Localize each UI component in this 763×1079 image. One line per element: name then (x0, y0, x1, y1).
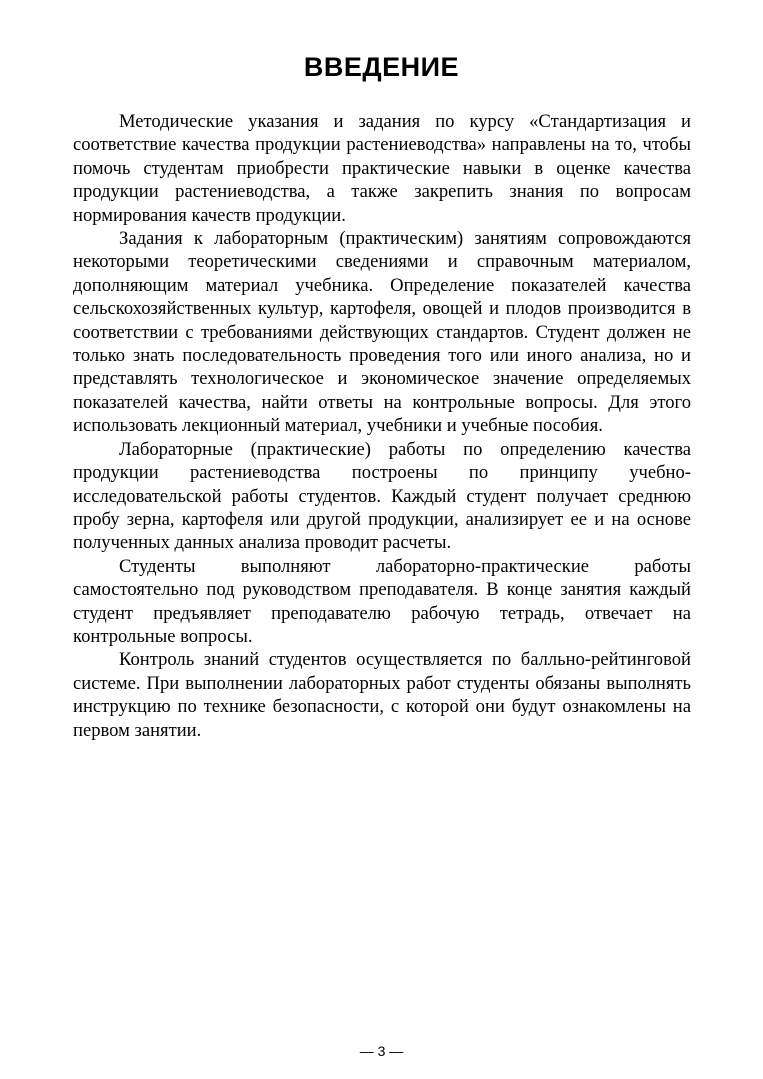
paragraph: Методические указания и задания по курсу «Стандартизация и соответствие качества продукции растениеводства» направлены на то, чтобы помочь студентам приобрести практические навыки в оценке качества продукции растениеводства, а также закрепить знания по вопросам нормирования качеств продукции. (73, 111, 691, 226)
page-number: — 3 — (359, 1043, 404, 1059)
paragraph: Задания к лабораторным (практическим) занятиям сопровождаются некоторыми теоретическими сведениями и справочным материалом, дополняющим материал учебника. Определение показателей качества сельскохозяйственных культур, картофеля, овощей и плодов производится в соответствии с требованиями действующих стандартов. Студент должен не только знать последовательность проведения того или иного анализа, но и представлять технологическое и экономическое значение определяемых показателей качества, найти ответы на контрольные вопросы. Для этого использовать лекционный материал, учебники и учебные пособия. (73, 228, 691, 437)
body-text (73, 110, 691, 742)
page-title: ВВЕДЕНИЕ (303, 52, 460, 82)
paragraph: Студенты выполняют лабораторно-практические работы самостоятельно под руководством преподавателя. В конце занятия каждый студент предъявляет преподавателю рабочую тетрадь, отвечает на контрольные вопросы. (73, 555, 691, 647)
paragraph: Контроль знаний студентов осуществляется по балльно-рейтинговой системе. При выполнении лабораторных работ студенты обязаны выполнять инструкцию по технике безопасности, с которой они будут ознакомлены на первом занятии. (73, 649, 691, 741)
paragraph: Лабораторные (практические) работы по определению качества продукции растениеводства построены по принципу учебно-исследовательской работы студентов. Каждый студент получает среднюю пробу зерна, картофеля или другой продукции, анализирует ее и на основе полученных данных анализа проводит расчеты. (73, 438, 691, 554)
